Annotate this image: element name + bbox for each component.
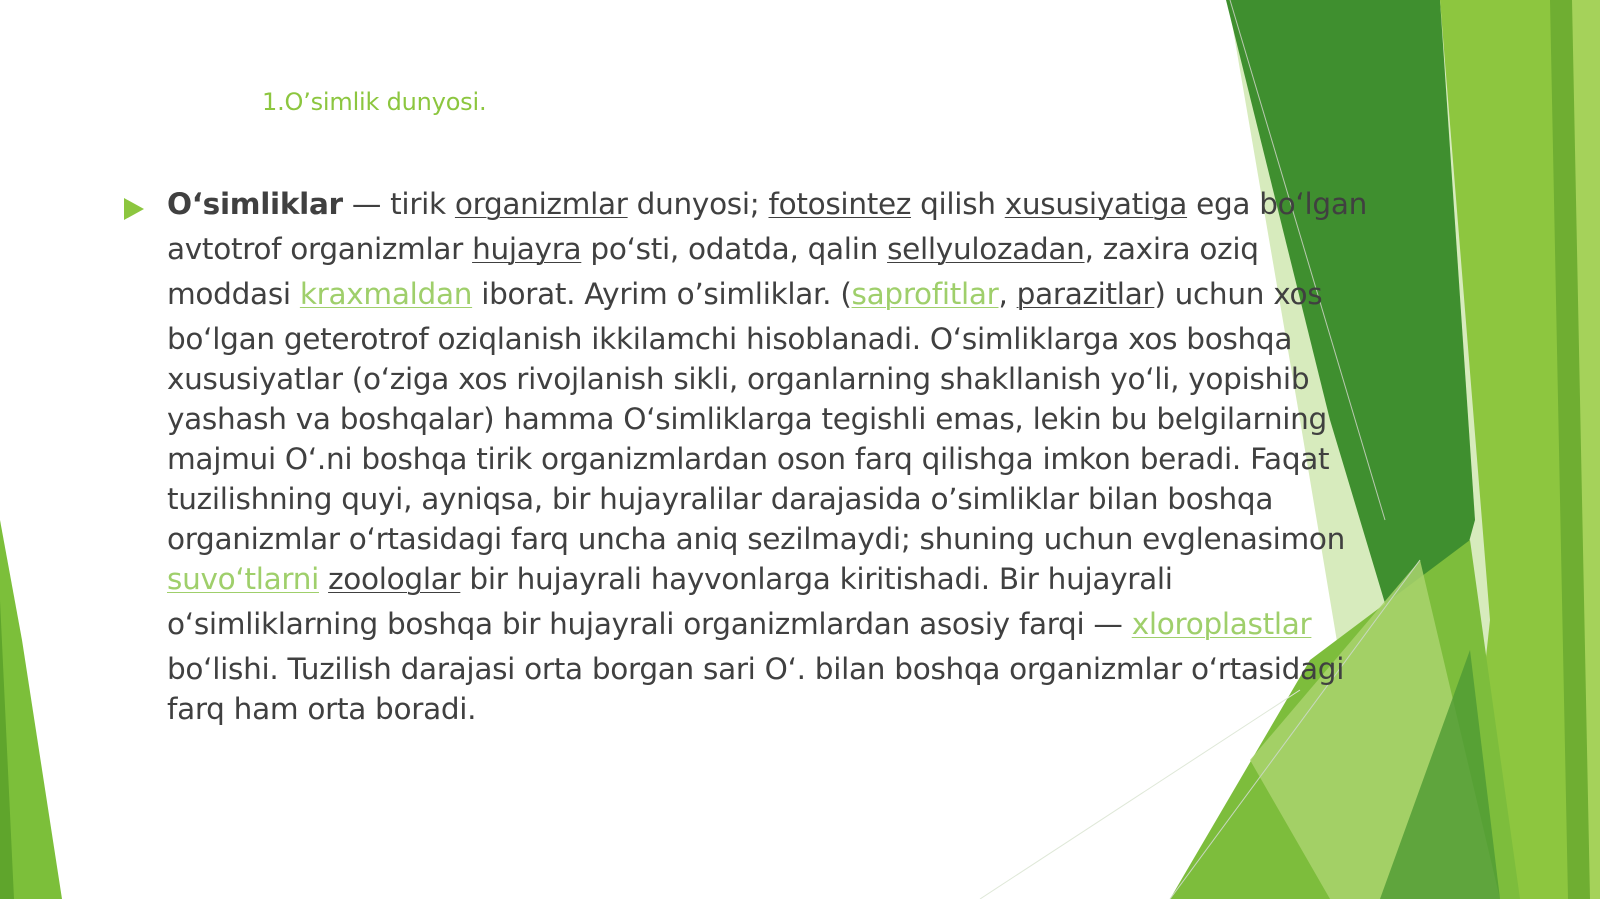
text-span: — tirik — [342, 187, 455, 221]
link-xloroplastlar[interactable]: xloroplastlar — [1131, 607, 1312, 641]
link-suvotlarni[interactable]: suvo‘tlarni — [167, 562, 319, 596]
text-span: , zaxira oziq — [1084, 232, 1259, 266]
text-line-9: organizmlar o‘rtasidagi farq uncha aniq sezilmaydi; shuning uchun evglenasimon — [167, 522, 1346, 556]
text-span: , — [998, 277, 1017, 311]
text-line-4: bo‘lgan geterotrof oziqlanish ikkilamchi hisoblanadi. O‘simliklarga xos boshqa — [167, 322, 1293, 356]
text-span: avtotrof organizmlar — [167, 232, 473, 266]
text-span: iborat. Ayrim o’simliklar. ( — [472, 277, 852, 311]
text-line-2 — [167, 229, 1452, 269]
text-line-6: yashash va boshqalar) hamma O‘simliklarga tegishli emas, lekin bu belgilarning — [167, 402, 1327, 436]
link-saprofitlar[interactable]: saprofitlar — [851, 277, 999, 311]
text-span: ) uchun xos — [1154, 277, 1323, 311]
term-organizmlar[interactable]: organizmlar — [454, 187, 628, 221]
link-kraxmaldan[interactable]: kraxmaldan — [299, 277, 473, 311]
text-line-13: farq ham orta boradi. — [167, 692, 477, 726]
text-span: dunyosi; — [627, 187, 769, 221]
text-line-11 — [167, 604, 1452, 644]
term-zoologlar[interactable]: zoologlar — [328, 562, 461, 596]
body-paragraph — [167, 184, 1452, 729]
text-span: qilish — [911, 187, 1005, 221]
text-span: ega bo‘lgan — [1187, 187, 1368, 221]
slide-title: 1.O’simlik dunyosi. — [262, 88, 487, 116]
text-span: moddasi — [167, 277, 300, 311]
term-parazitlar[interactable]: parazitlar — [1016, 277, 1155, 311]
text-line-10 — [167, 559, 1452, 599]
text-line-7: majmui O‘.ni boshqa tirik organizmlardan oson farq qilishga imkon beradi. Faqat — [167, 442, 1330, 476]
text-span — [319, 562, 328, 596]
term-oshimliklar: O‘simliklar — [167, 187, 343, 221]
text-span: bir hujayrali hayvonlarga kiritishadi. Bir hujayrali — [460, 562, 1173, 596]
text-line-12: bo‘lishi. Tuzilish darajasi orta borgan sari O‘. bilan boshqa organizmlar o‘rtasidagi — [167, 652, 1345, 686]
term-sellyulozadan[interactable]: sellyulozadan — [887, 232, 1085, 266]
term-fotosintez[interactable]: fotosintez — [768, 187, 912, 221]
text-line-1 — [167, 184, 1452, 224]
text-line-5: xususiyatlar (o‘ziga xos rivojlanish sikli, organlarning shakllanish yo‘li, yopishib — [167, 362, 1310, 396]
text-span: po‘sti, odatda, qalin — [581, 232, 888, 266]
text-span: o‘simliklarning boshqa bir hujayrali organizmlardan asosiy farqi — — [167, 607, 1132, 641]
term-hujayra[interactable]: hujayra — [472, 232, 582, 266]
text-line-3 — [167, 274, 1452, 314]
text-line-8: tuzilishning quyi, ayniqsa, bir hujayralilar darajasida o’simliklar bilan boshqa — [167, 482, 1274, 516]
term-xususiyatiga[interactable]: xususiyatiga — [1004, 187, 1188, 221]
triangle-right-icon — [124, 198, 144, 220]
